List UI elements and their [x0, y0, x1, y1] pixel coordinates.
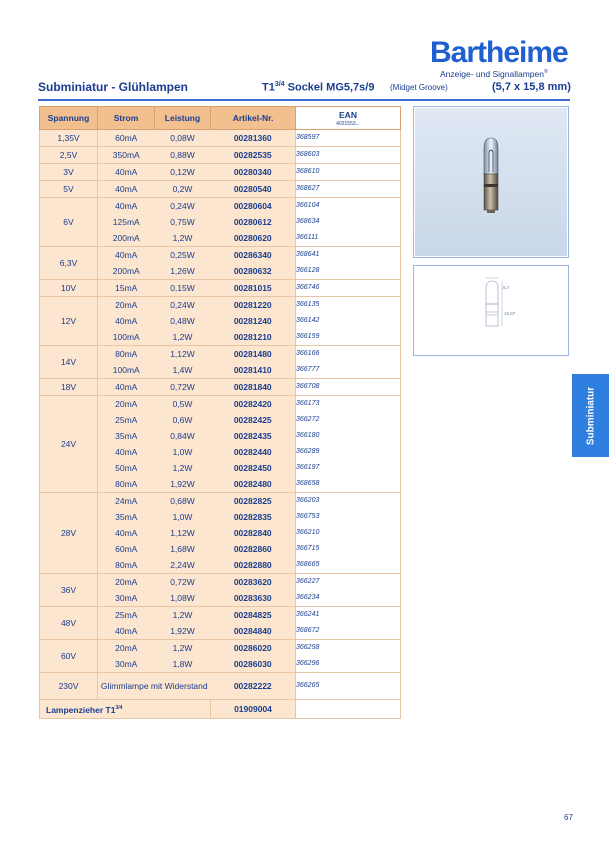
cell-current: 60mA: [98, 541, 155, 557]
cell-ean: 366173: [296, 396, 401, 413]
cell-article: 00282835: [211, 509, 296, 525]
col-header-article: Artikel-Nr.: [211, 107, 296, 130]
cell-current: 200mA: [98, 263, 155, 280]
groove-note: (Midget Groove): [390, 83, 448, 92]
holder-article: 01909004: [211, 700, 296, 719]
dimension-drawing: [413, 265, 569, 356]
cell-current: 200mA: [98, 230, 155, 247]
cell-article: 00281410: [211, 362, 296, 379]
cell-power: 0,15W: [155, 280, 211, 297]
cell-power: 0,72W: [155, 379, 211, 396]
cell-power: 1,8W: [155, 656, 211, 673]
cell-ean: 368641: [296, 247, 401, 264]
cell-voltage: 10V: [40, 280, 98, 297]
cell-voltage: 28V: [40, 493, 98, 574]
cell-ean: 368610: [296, 164, 401, 181]
cell-article: 00282860: [211, 541, 296, 557]
holder-ean: [296, 700, 401, 719]
page-number: 67: [564, 813, 573, 822]
table-row: [40, 396, 401, 413]
product-table: [39, 106, 401, 719]
dimensions-label: (5,7 x 15,8 mm): [492, 81, 571, 93]
col-header-current: Strom: [98, 107, 155, 130]
cell-article: 00280620: [211, 230, 296, 247]
cell-ean: 366166: [296, 346, 401, 363]
cell-article: 00280604: [211, 198, 296, 215]
cell-article: 00282420: [211, 396, 296, 413]
cell-ean: 366128: [296, 263, 401, 280]
cell-current: 40mA: [98, 444, 155, 460]
cell-power: 1,2W: [155, 607, 211, 624]
cell-article: 00282450: [211, 460, 296, 476]
cell-voltage: 36V: [40, 574, 98, 607]
cell-ean: 368634: [296, 214, 401, 230]
cell-current: 50mA: [98, 460, 155, 476]
cell-power: 0,72W: [155, 574, 211, 591]
cell-power: 0,25W: [155, 247, 211, 264]
cell-power: 1,2W: [155, 230, 211, 247]
cell-voltage: 14V: [40, 346, 98, 379]
cell-power: 0,12W: [155, 164, 211, 181]
cell-power: 2,24W: [155, 557, 211, 574]
cell-article: 00280632: [211, 263, 296, 280]
cell-current: 30mA: [98, 590, 155, 607]
cell-article: 00281210: [211, 329, 296, 346]
cell-voltage: 3V: [40, 164, 98, 181]
col-header-power: Leistung: [155, 107, 211, 130]
cell-article: 00281220: [211, 297, 296, 314]
cell-article: 00282535: [211, 147, 296, 164]
cell-article: 00282435: [211, 428, 296, 444]
col-header-voltage: Spannung: [40, 107, 98, 130]
cell-power: 1,12W: [155, 346, 211, 363]
cell-article: 00282440: [211, 444, 296, 460]
cell-ean: 366180: [296, 428, 401, 444]
cell-ean: 368672: [296, 623, 401, 640]
cell-article: 00282825: [211, 493, 296, 510]
cell-ean: 366777: [296, 362, 401, 379]
cell-current: 35mA: [98, 428, 155, 444]
lamp-holder-row: [40, 700, 401, 719]
cell-article: 00281360: [211, 130, 296, 147]
cell-power: 1,2W: [155, 460, 211, 476]
cell-power: 0,2W: [155, 181, 211, 198]
cell-article: 00284840: [211, 623, 296, 640]
cell-article: 00286340: [211, 247, 296, 264]
cell-voltage: 18V: [40, 379, 98, 396]
cell-ean: 366708: [296, 379, 401, 396]
cell-ean: 366203: [296, 493, 401, 510]
cell-ean: 368597: [296, 130, 401, 147]
cell-ean: 366159: [296, 329, 401, 346]
cell-current: 20mA: [98, 297, 155, 314]
cell-article: 00282840: [211, 525, 296, 541]
table-row: [40, 198, 401, 215]
table-row: [40, 379, 401, 396]
cell-power: 0,75W: [155, 214, 211, 230]
cell-article: 00281015: [211, 280, 296, 297]
cell-ean: 368658: [296, 476, 401, 493]
cell-current: 80mA: [98, 346, 155, 363]
cell-ean: 366104: [296, 198, 401, 215]
table-header-row: [40, 107, 401, 130]
cell-ean: 366715: [296, 541, 401, 557]
cell-voltage: 48V: [40, 607, 98, 640]
cell-power: 0,6W: [155, 412, 211, 428]
table-row: [40, 493, 401, 510]
cell-ean: 366265: [296, 673, 401, 700]
cell-power: 1,12W: [155, 525, 211, 541]
cell-power: 0,08W: [155, 130, 211, 147]
cell-ean: 366289: [296, 444, 401, 460]
cell-power: 1,92W: [155, 623, 211, 640]
cell-power: 1,4W: [155, 362, 211, 379]
cell-voltage: 24V: [40, 396, 98, 493]
cell-ean: 366241: [296, 607, 401, 624]
logo-tagline: Anzeige- und Signallampen®: [440, 69, 548, 79]
cell-current: 80mA: [98, 476, 155, 493]
cell-power: 0,88W: [155, 147, 211, 164]
table-row: [40, 130, 401, 147]
cell-voltage: 5V: [40, 181, 98, 198]
cell-voltage: 230V: [40, 673, 98, 700]
cell-article: 00286030: [211, 656, 296, 673]
cell-current: 100mA: [98, 329, 155, 346]
cell-current: 20mA: [98, 396, 155, 413]
lamp-photo-icon: [415, 108, 567, 256]
table-row: [40, 147, 401, 164]
cell-article: 00283620: [211, 574, 296, 591]
cell-current: 40mA: [98, 164, 155, 181]
cell-description: Glimmlampe mit Widerstand: [98, 673, 211, 700]
cell-ean: 366258: [296, 640, 401, 657]
cell-article: 00280340: [211, 164, 296, 181]
cell-ean: 366142: [296, 313, 401, 329]
cell-voltage: 12V: [40, 297, 98, 346]
cell-current: 350mA: [98, 147, 155, 164]
cell-article: 00286020: [211, 640, 296, 657]
col-header-ean: EAN 4021553...: [296, 107, 401, 130]
cell-ean: 366296: [296, 656, 401, 673]
cell-current: 40mA: [98, 198, 155, 215]
cell-current: 125mA: [98, 214, 155, 230]
cell-voltage: 60V: [40, 640, 98, 673]
dim-top-label: 5,7: [503, 285, 510, 290]
cell-article: 00284825: [211, 607, 296, 624]
cell-power: 0,48W: [155, 313, 211, 329]
cell-ean: 366234: [296, 590, 401, 607]
cell-power: 0,68W: [155, 493, 211, 510]
cell-current: 25mA: [98, 607, 155, 624]
cell-power: 0,24W: [155, 297, 211, 314]
cell-power: 1,26W: [155, 263, 211, 280]
cell-current: 40mA: [98, 623, 155, 640]
table-row: [40, 297, 401, 314]
cell-current: 100mA: [98, 362, 155, 379]
cell-current: 80mA: [98, 557, 155, 574]
cell-current: 35mA: [98, 509, 155, 525]
dim-side-label: 15,87: [504, 311, 516, 316]
table-body: [40, 130, 401, 719]
cell-power: 1,0W: [155, 509, 211, 525]
cell-ean: 366197: [296, 460, 401, 476]
cell-current: 25mA: [98, 412, 155, 428]
cell-article: 00283630: [211, 590, 296, 607]
logo-wordmark: Bartheime: [430, 36, 568, 69]
cell-article: 00281240: [211, 313, 296, 329]
cell-current: 30mA: [98, 656, 155, 673]
table-row: [40, 574, 401, 591]
cell-article: 00280612: [211, 214, 296, 230]
table-row: [40, 164, 401, 181]
cell-ean: 366272: [296, 412, 401, 428]
table-row: [40, 640, 401, 657]
cell-current: 40mA: [98, 525, 155, 541]
header-rule: [38, 99, 570, 101]
cell-ean: 368627: [296, 181, 401, 198]
cell-power: 1,2W: [155, 329, 211, 346]
cell-article: 00280540: [211, 181, 296, 198]
product-photo: [413, 106, 569, 258]
table-row: [40, 607, 401, 624]
cell-current: 40mA: [98, 379, 155, 396]
cell-ean: 366210: [296, 525, 401, 541]
cell-voltage: 6V: [40, 198, 98, 247]
cell-current: 40mA: [98, 181, 155, 198]
cell-ean: 366135: [296, 297, 401, 314]
cell-current: 40mA: [98, 313, 155, 329]
cell-article: 00282425: [211, 412, 296, 428]
cell-article: 00281480: [211, 346, 296, 363]
lamp-drawing-icon: [414, 266, 568, 355]
cell-current: 60mA: [98, 130, 155, 147]
cell-power: 1,08W: [155, 590, 211, 607]
cell-current: 24mA: [98, 493, 155, 510]
section-tab: Subminiatur: [572, 374, 609, 457]
cell-power: 0,84W: [155, 428, 211, 444]
cell-article: 00282880: [211, 557, 296, 574]
cell-voltage: 1,35V: [40, 130, 98, 147]
cell-power: 1,92W: [155, 476, 211, 493]
cell-power: 1,0W: [155, 444, 211, 460]
cell-article: 00282480: [211, 476, 296, 493]
cell-article: 00282222: [211, 673, 296, 700]
cell-power: 1,2W: [155, 640, 211, 657]
cell-current: 20mA: [98, 640, 155, 657]
cell-ean: 366111: [296, 230, 401, 247]
cell-voltage: 6,3V: [40, 247, 98, 280]
holder-label: Lampenzieher $T1^{3/4}$: [40, 700, 211, 719]
table-row: [40, 346, 401, 363]
table-row: [40, 673, 401, 700]
cell-article: 00281840: [211, 379, 296, 396]
cell-current: 15mA: [98, 280, 155, 297]
cell-power: 0,5W: [155, 396, 211, 413]
cell-ean: 368665: [296, 557, 401, 574]
table-row: [40, 247, 401, 264]
cell-voltage: 2,5V: [40, 147, 98, 164]
cell-ean: 368603: [296, 147, 401, 164]
cell-ean: 366227: [296, 574, 401, 591]
table-row: [40, 181, 401, 198]
cell-ean: 366753: [296, 509, 401, 525]
page-title: Subminiatur - Glühlampen: [38, 80, 189, 94]
cell-current: 40mA: [98, 247, 155, 264]
table-row: [40, 280, 401, 297]
cell-power: 1,68W: [155, 541, 211, 557]
socket-title: $T1^{3/4}$ Sockel MG5,7s/9: [262, 81, 375, 94]
cell-power: 0,24W: [155, 198, 211, 215]
cell-current: 20mA: [98, 574, 155, 591]
cell-ean: 366746: [296, 280, 401, 297]
